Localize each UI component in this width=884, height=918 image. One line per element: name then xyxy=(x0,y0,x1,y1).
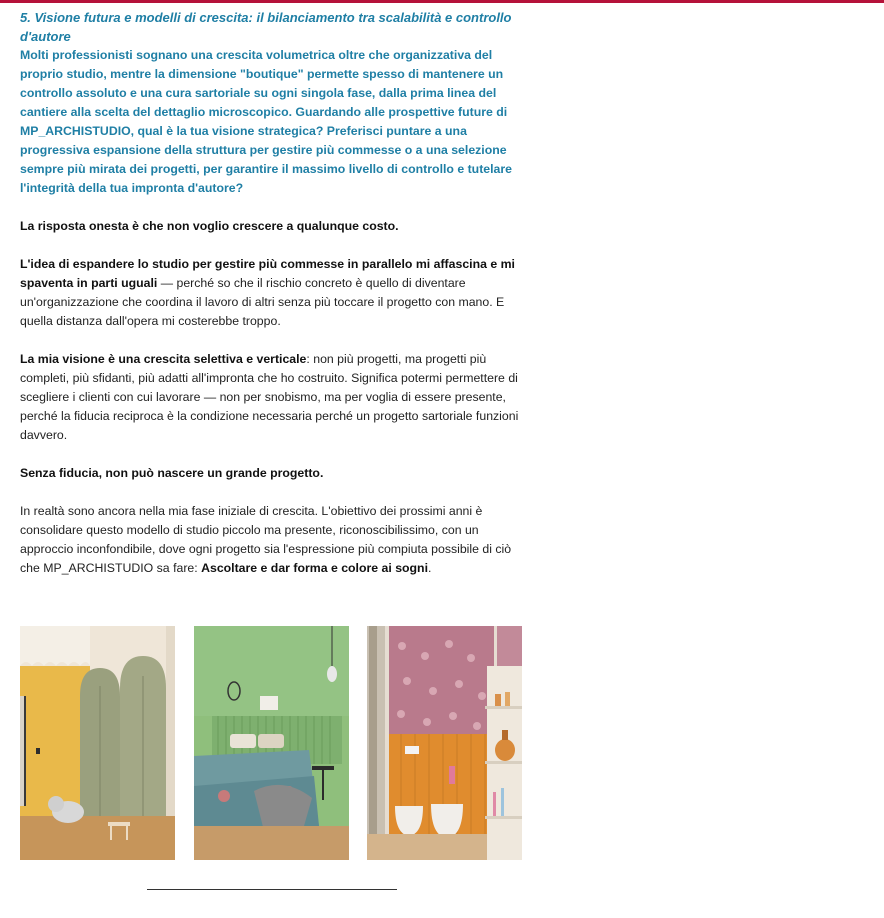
answer-paragraph-4 xyxy=(20,464,525,483)
interview-article xyxy=(20,8,525,578)
bottom-divider xyxy=(147,889,397,890)
question-body: Molti professionisti sognano una crescita volumetrica oltre che organizzativa del proprio studio, mentre la dimensione "boutique" permette spesso di mantenere un controllo assoluto e una cura sartoriale su ogni singola fase, dalla prima linea del cantiere alla scelta del dettaglio microscopico. Guardando alle prospettive future di MP_ARCHISTUDIO, qual è la tua visione strategica? Preferisci puntare a una progressiva espansione della struttura per gestire più commesse o a una selezione sempre più mirata dei progetti, per garantire il massimo livello di controllo e tutelare l'integrità della tua impronta d'autore? xyxy=(20,48,513,195)
answer-p1-bold: La risposta onesta è che non voglio crescere a qualunque costo. xyxy=(20,219,399,233)
gallery-photo-kids-room[interactable] xyxy=(20,626,175,860)
answer-paragraph-2 xyxy=(20,255,525,331)
answer-paragraph-1 xyxy=(20,217,525,236)
answer-paragraph-3 xyxy=(20,350,525,445)
answer-paragraph-5 xyxy=(20,502,525,578)
top-accent-bar xyxy=(0,0,884,3)
answer-p3-text: : non più progetti, ma progetti più completi, più sfidanti, più adatti all'impronta che ho costruito. Significa potermi permettere di scegliere i clienti con cui lavorare — non per snobismo, ma per voglia di essere presente, perché la fiducia reciproca è la condizione necessaria perché un progetto sartoriale funzioni davvero. xyxy=(20,352,519,442)
question-title: 5. Visione futura e modelli di crescita: il bilanciamento tra scalabilità e controllo d'autore xyxy=(20,10,512,44)
answer-p5-end: . xyxy=(427,561,432,575)
gallery-photo-bedroom[interactable] xyxy=(194,626,349,860)
answer-p3-bold: La mia visione è una crescita selettiva e verticale xyxy=(20,352,307,366)
answer-p5-text: In realtà sono ancora nella mia fase iniziale di crescita. L'obiettivo dei prossimi anni è consolidare questo modello di studio piccolo ma presente, riconoscibilissimo, con un approccio inconfondibile, dove ogni progetto sia l'espressione più compiuta possibile di ciò che MP_ARCHISTUDIO sa fare: xyxy=(20,504,512,575)
answer-p2-bold: L'idea di espandere lo studio per gestire più commesse in parallelo mi affascina e mi spaventa in parti uguali xyxy=(20,257,515,290)
gallery-photo-bathroom[interactable] xyxy=(367,626,522,860)
answer-p5-bold: Ascoltare e dar forma e colore ai sogni xyxy=(201,561,428,575)
answer-p4-bold: Senza fiducia, non può nascere un grande progetto. xyxy=(20,466,324,480)
answer-p2-text: — perché so che il rischio concreto è quello di diventare un'organizzazione che coordina il lavoro di altri senza più toccare il progetto con mano. E quella distanza dall'opera mi costerebbe troppo. xyxy=(20,276,505,328)
photo-gallery xyxy=(20,626,522,860)
